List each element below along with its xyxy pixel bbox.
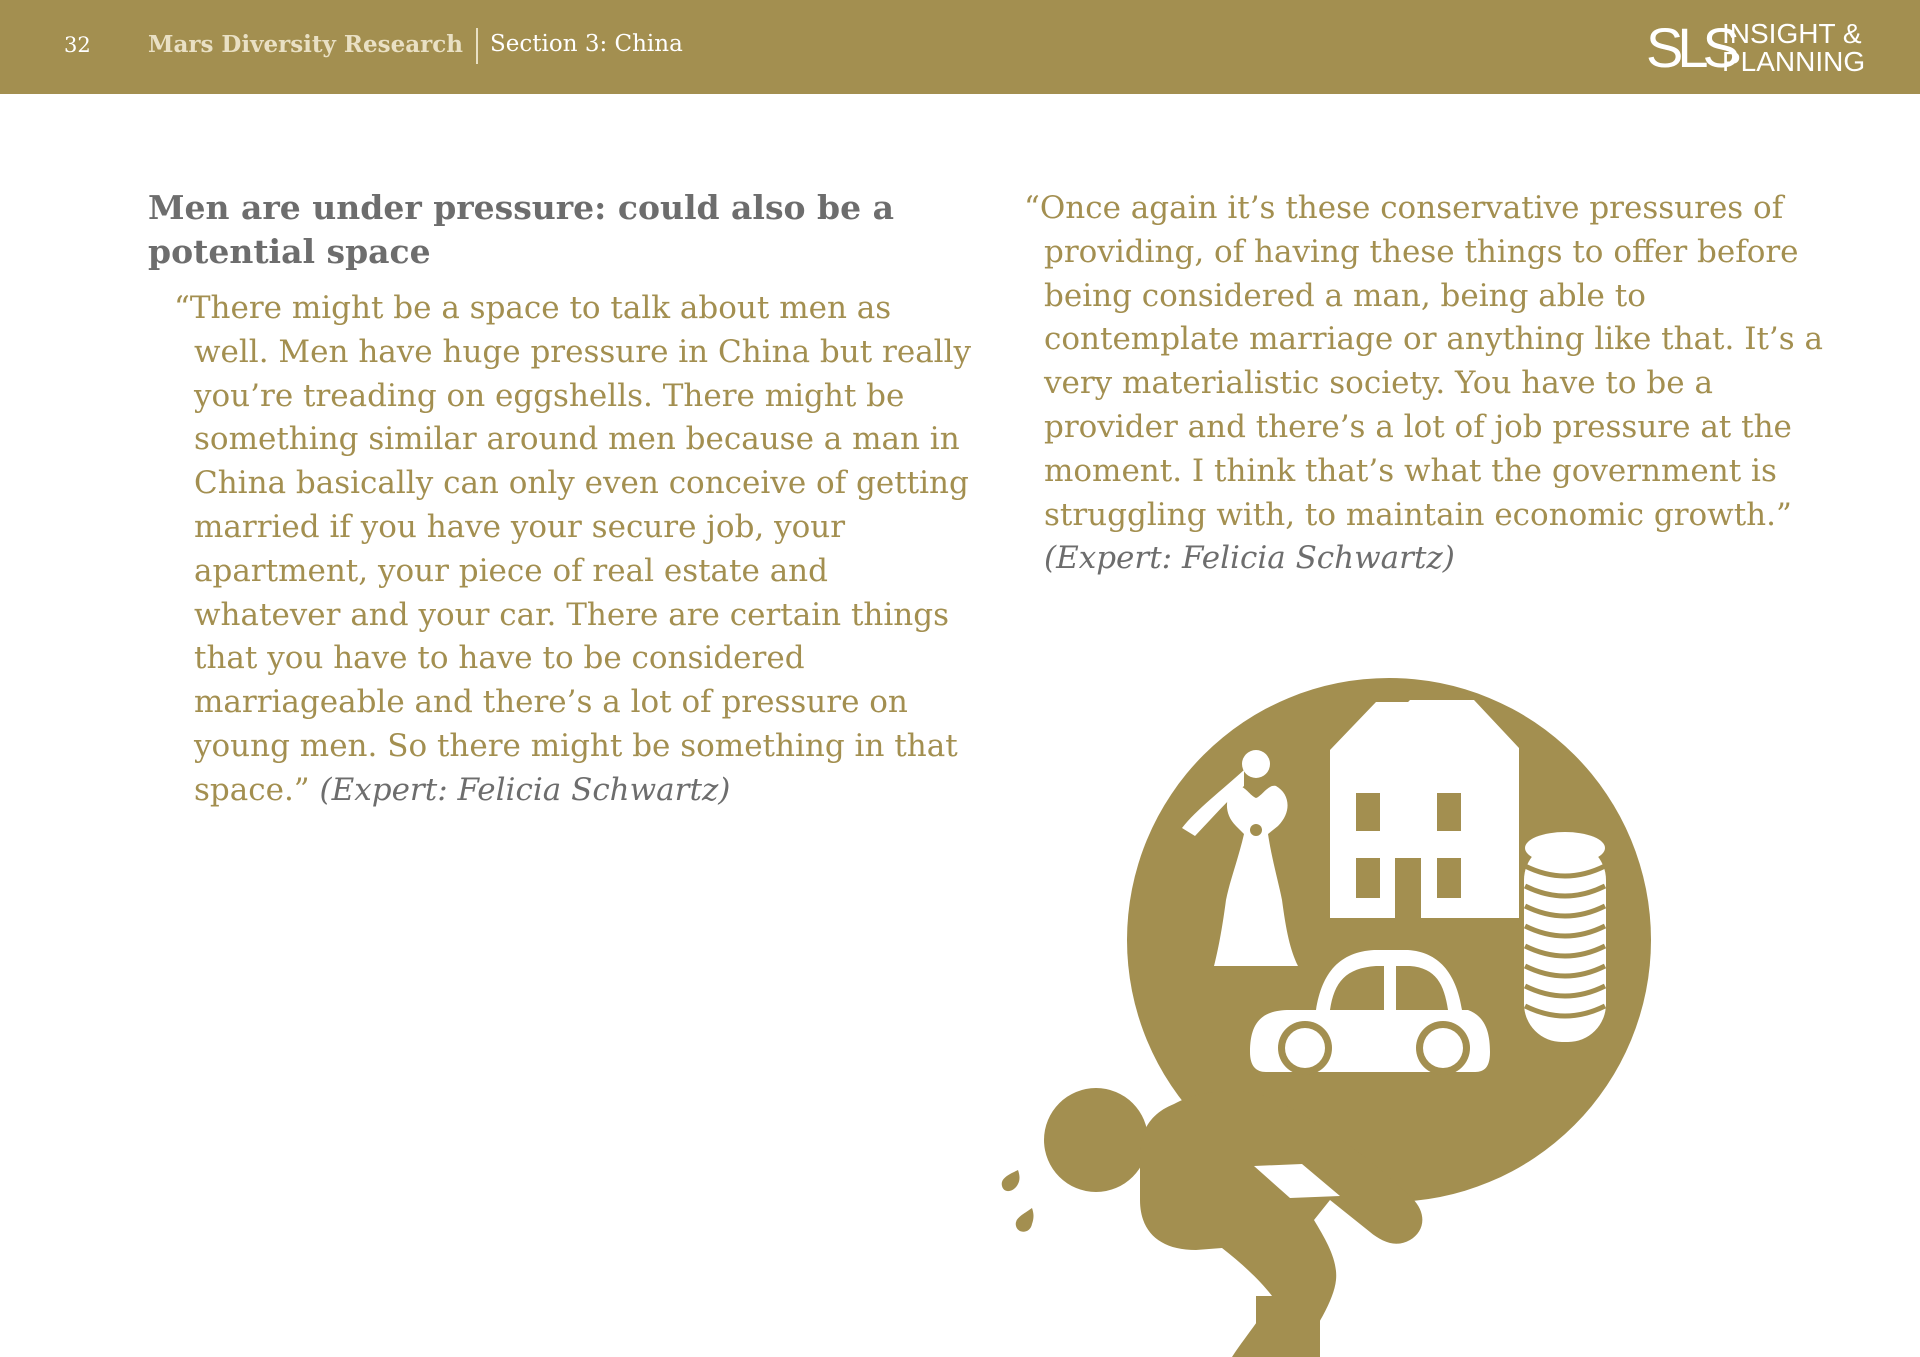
quote-left-text: “There might be a space to talk about men as well. Men have huge pressure in China but really you’re treading on eggshells. There might be something similar around men because a man in China basically can only even conceive of getting married if you have your secure job, your apartment, your piece of real estate and whatever and your car. There are certain things that you have to have to be considered marriageable and there’s a lot of pressure on young men. So there might be something in that space.” [174, 290, 972, 808]
logo-line-1: INSIGHT & [1722, 18, 1862, 49]
pressure-illustration [990, 670, 1670, 1357]
page-header [0, 0, 1920, 94]
quote-right [1024, 187, 1824, 581]
section-heading: Men are under pressure: could also be a potential space [148, 188, 894, 271]
quote-right-text: “Once again it’s these conservative pressures of providing, of having these things to offer before being considered a man, being able to contemplate marriage or anything like that. It’s a very materialistic society. You have to be a provider and there’s a lot of job pressure at the moment. I think that’s what the government is struggling with, to maintain economic growth.” [1024, 190, 1824, 533]
sls-logo [1646, 18, 1866, 78]
house-icon [1330, 700, 1519, 918]
logo-line-2: PLANNING [1722, 46, 1866, 77]
quote-left [174, 287, 974, 813]
section-title: Section 3: China [490, 31, 683, 57]
quote-left-attribution: (Expert: Felicia Schwartz) [319, 771, 731, 808]
sweat-drops-icon [1002, 1170, 1034, 1232]
report-title: Mars Diversity Research [148, 31, 463, 58]
quote-right-attribution: (Expert: Felicia Schwartz) [1044, 540, 1455, 577]
page-number: 32 [64, 33, 91, 57]
coins-icon [1524, 832, 1606, 1042]
logo-mark: SLS [1646, 16, 1734, 79]
header-divider [476, 28, 478, 64]
